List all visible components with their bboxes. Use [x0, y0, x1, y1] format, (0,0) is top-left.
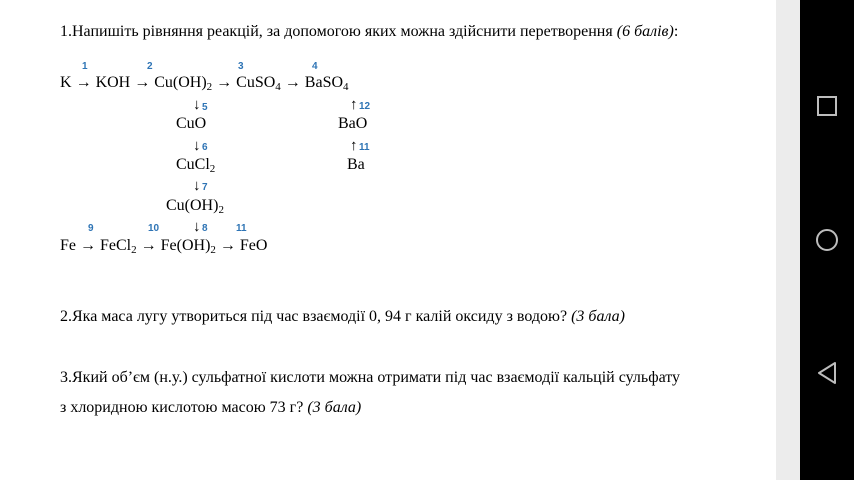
- formula-fecl2: FeCl$_2$: [100, 237, 137, 256]
- task3-line-2: з хлоридною кислотою масою 73 г? (3 бала): [60, 399, 362, 416]
- task1-text: 1.Напишіть рівняння реакцій, за допомогою яких можна здійснити перетворення: [60, 23, 617, 40]
- arrow-right: →: [75, 74, 92, 91]
- task2-text: 2.Яка маса лугу утвориться під час взаємодії 0, 94 г калій оксиду з водою? (3 бала): [60, 308, 625, 325]
- arrow-down: ↓: [193, 178, 201, 194]
- scheme-row-1: [60, 74, 349, 92]
- formula-koh: KOH: [95, 74, 131, 91]
- step-number: 10: [148, 223, 160, 234]
- step-number: 6: [202, 142, 208, 153]
- formula-fe: Fe: [60, 237, 76, 254]
- step-number: 5: [202, 102, 208, 113]
- scheme-row-5: [60, 237, 267, 255]
- arrow-down: ↓: [193, 97, 201, 113]
- arrow-right: →: [284, 74, 301, 91]
- arrow-right: →: [140, 237, 157, 254]
- formula-baso4: BaSO$_4$: [304, 74, 349, 93]
- formula-fe-oh-2: $Fe(OH)_2$: [160, 237, 216, 256]
- arrow-right: →: [216, 74, 233, 91]
- task3-points: (3 бала): [307, 399, 362, 416]
- task1-colon: :: [673, 23, 679, 40]
- task1-points: (6 балів): [616, 23, 674, 40]
- arrow-down: ↓: [193, 219, 201, 235]
- formula-bao: BaO: [338, 115, 368, 132]
- step-number: 11: [359, 142, 370, 153]
- step-number: 3: [238, 61, 244, 72]
- task2-points: (3 бала): [571, 308, 625, 325]
- square-icon[interactable]: [811, 90, 843, 122]
- formula-cu-oh-2: $Cu(OH)_2$: [154, 74, 213, 93]
- step-number: 1: [82, 61, 88, 72]
- arrow-up: ↑: [350, 138, 358, 154]
- step-number: 7: [202, 182, 208, 193]
- arrow-down: ↓: [193, 138, 201, 154]
- step-number: 11: [236, 223, 247, 234]
- arrow-up: ↑: [350, 97, 358, 113]
- formula-cuo: CuO: [176, 115, 207, 132]
- step-number: 2: [147, 61, 153, 72]
- formula-feo: FeO: [239, 237, 268, 254]
- formula-cu-oh-2-second: $Cu(OH)_2$: [166, 197, 224, 216]
- navigation-bar: [800, 0, 854, 480]
- formula-ba: Ba: [347, 156, 365, 173]
- step-number: 9: [88, 223, 94, 234]
- circle-icon[interactable]: [811, 224, 843, 256]
- task1-heading: [60, 23, 678, 41]
- step-number: 4: [312, 61, 318, 72]
- formula-k: K: [60, 74, 72, 91]
- task3-line-1: 3.Який об’єм (н.у.) сульфатної кислоти можна отримати під час взаємодії кальцій сульфату: [60, 369, 681, 386]
- formula-cucl2: CuCl$_2$: [176, 156, 216, 175]
- formula-cuso4: CuSO$_4$: [236, 74, 281, 93]
- step-number: 8: [202, 223, 208, 234]
- arrow-right: →: [219, 237, 236, 254]
- triangle-back-icon[interactable]: [811, 357, 843, 389]
- arrow-right: →: [134, 74, 151, 91]
- step-number: 12: [359, 101, 371, 112]
- arrow-right: →: [80, 237, 96, 254]
